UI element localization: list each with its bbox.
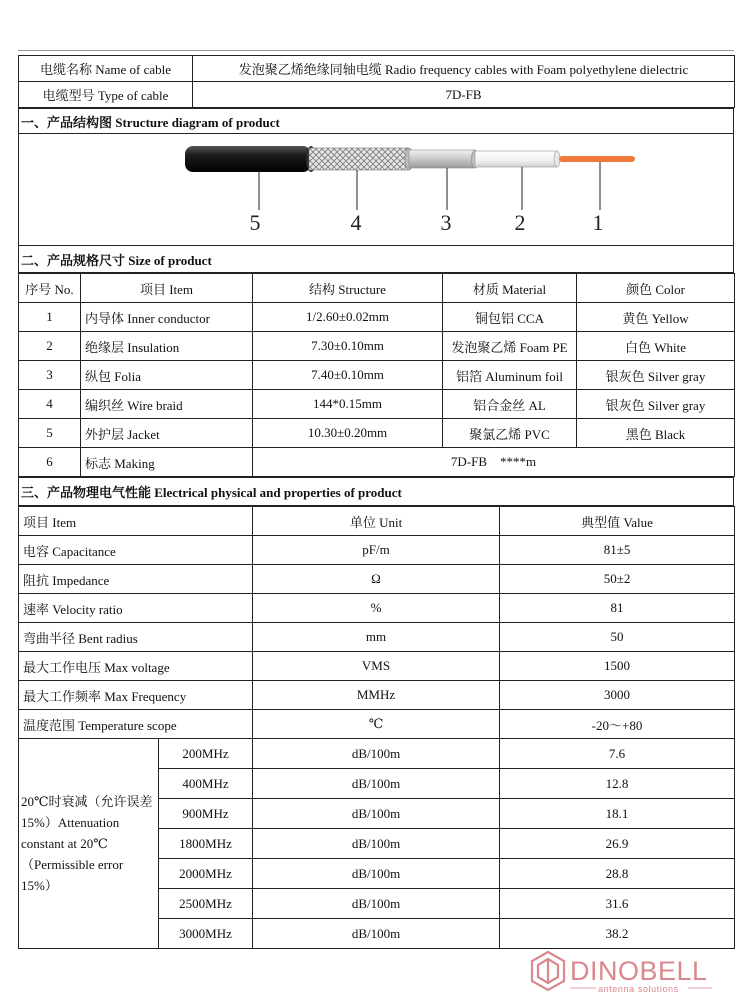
attenuation-cell: 1800MHz [159,829,253,859]
size-header-no: 序号 No. [19,274,81,303]
table-row [19,419,735,448]
attenuation-cell: 28.8 [500,859,735,889]
electrical-cell: 50±2 [500,565,735,594]
size-cell: 绝缘层 Insulation [81,332,253,361]
electrical-cell: 最大工作电压 Max voltage [19,652,253,681]
size-cell: 黄色 Yellow [577,303,735,332]
electrical-cell: % [253,594,500,623]
electrical-cell: Ω [253,565,500,594]
electrical-cell: 速率 Velocity ratio [19,594,253,623]
electrical-cell: 温度范围 Temperature scope [19,710,253,739]
size-header-color: 颜色 Color [577,274,735,303]
attenuation-cell: 31.6 [500,889,735,919]
attenuation-cell: 2000MHz [159,859,253,889]
size-cell: 银灰色 Silver gray [577,390,735,419]
size-cell: 7.40±0.10mm [253,361,443,390]
electrical-title-table [18,477,734,506]
size-header-material: 材质 Material [443,274,577,303]
attenuation-cell: 38.2 [500,919,735,949]
cable-name-row [19,56,735,82]
foil-layer [409,150,479,168]
attenuation-cell: 12.8 [500,769,735,799]
table-row [19,594,735,623]
marking-row [19,448,735,477]
size-cell: 铜包铝 CCA [443,303,577,332]
braid-layer [309,148,413,170]
attenuation-cell: dB/100m [253,799,500,829]
size-cell: 1 [19,303,81,332]
size-header-row [19,274,735,303]
dinobell-logo [528,950,724,994]
label-conductor: 1 [592,210,604,235]
attenuation-cell: 26.9 [500,829,735,859]
size-cell: 铝合金丝 AL [443,390,577,419]
size-cell: 白色 White [577,332,735,361]
size-cell: 7.30±0.10mm [253,332,443,361]
size-cell: 144*0.15mm [253,390,443,419]
electrical-cell: -20～+80 [500,710,735,739]
electrical-cell: 阻抗 Impedance [19,565,253,594]
dinobell-logo-mark [528,950,724,994]
logo-hexagon-icon [532,952,564,990]
electrical-cell: 弯曲半径 Bent radius [19,623,253,652]
size-cell: 内导体 Inner conductor [81,303,253,332]
electrical-cell: 1500 [500,652,735,681]
electrical-table [18,506,735,949]
attenuation-cell: 200MHz [159,739,253,769]
electrical-header-unit: 单位 Unit [253,507,500,536]
logo-wordmark: DINOBELL [570,956,708,986]
attenuation-cell: dB/100m [253,739,500,769]
attenuation-cell: dB/100m [253,919,500,949]
table-row [19,303,735,332]
attenuation-cell: 18.1 [500,799,735,829]
marking-value: 7D-FB ****m [253,448,735,477]
table-row [19,536,735,565]
size-cell: 编织丝 Wire braid [81,390,253,419]
attenuation-cell: 400MHz [159,769,253,799]
datasheet [18,55,734,949]
electrical-title: 三、产品物理电气性能 Electrical physical and properties of product [19,478,734,506]
label-braid: 4 [350,210,362,235]
electrical-cell: 电容 Capacitance [19,536,253,565]
top-rule [18,50,734,51]
cable-type-label: 电缆型号 Type of cable [19,82,193,108]
insulation-layer [475,151,560,167]
table-row [19,390,735,419]
electrical-cell: 50 [500,623,735,652]
table-row [19,652,735,681]
size-cell: 纵包 Folia [81,361,253,390]
size-table [18,273,735,477]
electrical-cell: 81±5 [500,536,735,565]
table-row [19,565,735,594]
size-cell: 聚氯乙烯 PVC [443,419,577,448]
electrical-cell: pF/m [253,536,500,565]
electrical-header-row [19,507,735,536]
attenuation-cell: dB/100m [253,769,500,799]
label-insulation: 2 [514,210,526,235]
size-cell: 铝箔 Aluminum foil [443,361,577,390]
size-cell: 外护层 Jacket [81,419,253,448]
size-header-structure: 结构 Structure [253,274,443,303]
cable-diagram-svg [19,134,734,246]
size-cell: 3 [19,361,81,390]
size-cell: 发泡聚乙烯 Foam PE [443,332,577,361]
conductor-layer [559,156,635,162]
electrical-cell: 最大工作频率 Max Frequency [19,681,253,710]
attenuation-cell: dB/100m [253,889,500,919]
cable-name-label: 电缆名称 Name of cable [19,56,193,82]
attenuation-cell: 3000MHz [159,919,253,949]
size-cell: 10.30±0.20mm [253,419,443,448]
structure-diagram [19,134,734,246]
label-foil: 3 [440,210,452,235]
cable-header-table [18,55,735,108]
table-row [19,739,735,769]
size-title: 二、产品规格尺寸 Size of product [19,246,734,273]
structure-title: 一、产品结构图 Structure diagram of product [19,109,734,134]
cable-name-value: 发泡聚乙烯绝缘同轴电缆 Radio frequency cables with Foam polyethylene dielectric [193,56,735,82]
electrical-cell: mm [253,623,500,652]
size-cell: 银灰色 Silver gray [577,361,735,390]
attenuation-cell: dB/100m [253,829,500,859]
cable-type-value: 7D-FB [193,82,735,108]
attenuation-cell: dB/100m [253,859,500,889]
size-header-item: 项目 Item [81,274,253,303]
electrical-cell: VMS [253,652,500,681]
table-row [19,361,735,390]
table-row [19,681,735,710]
table-row [19,623,735,652]
electrical-cell: 3000 [500,681,735,710]
electrical-header-item: 项目 Item [19,507,253,536]
size-cell: 黑色 Black [577,419,735,448]
electrical-cell: MMHz [253,681,500,710]
size-cell: 2 [19,332,81,361]
size-cell: 1/2.60±0.02mm [253,303,443,332]
electrical-cell: ℃ [253,710,500,739]
electrical-cell: 81 [500,594,735,623]
marking-no: 6 [19,448,81,477]
size-cell: 5 [19,419,81,448]
marking-item: 标志 Making [81,448,253,477]
electrical-header-value: 典型值 Value [500,507,735,536]
attenuation-cell: 7.6 [500,739,735,769]
attenuation-label: 20℃时衰减（允许误差 15%）Attenuation constant at 20℃（Permissible error 15%） [19,739,159,949]
size-cell: 4 [19,390,81,419]
cable-type-row [19,82,735,108]
attenuation-cell: 900MHz [159,799,253,829]
table-row [19,710,735,739]
logo-tagline: antenna solutions [598,984,679,994]
table-row [19,332,735,361]
structure-table [18,108,734,273]
label-jacket: 5 [249,210,261,235]
attenuation-cell: 2500MHz [159,889,253,919]
jacket-layer [185,146,316,172]
